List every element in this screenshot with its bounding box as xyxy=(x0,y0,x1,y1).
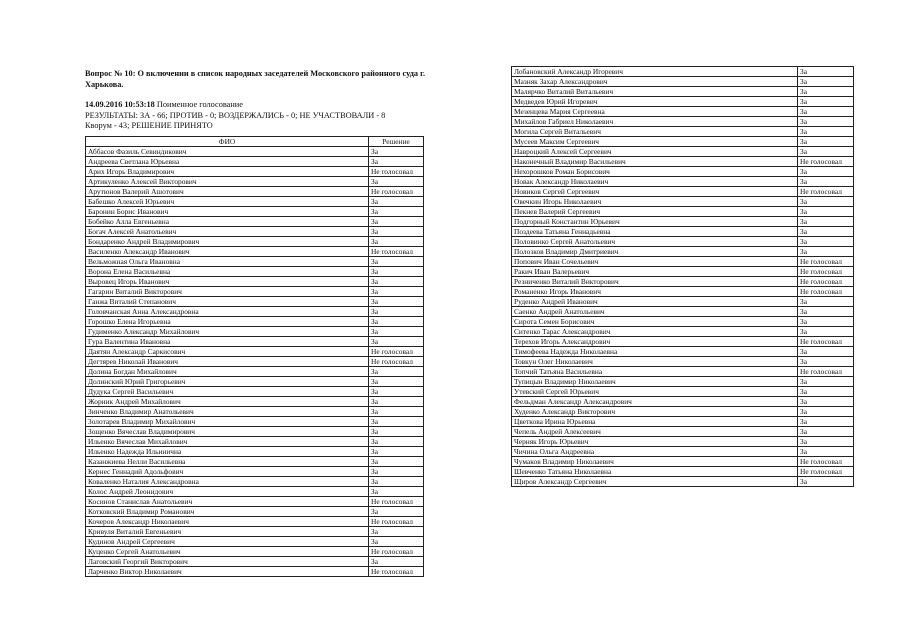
table-row xyxy=(86,567,424,577)
deputy-name: Овечкин Игорь Николаевич xyxy=(512,197,798,207)
table-row xyxy=(86,237,424,247)
deputy-name: Василенко Александр Иванович xyxy=(86,247,369,257)
vote-decision: За xyxy=(369,427,424,437)
table-row xyxy=(86,487,424,497)
deputy-name: Утевский Сергей Юрьевич xyxy=(512,387,798,397)
table-row xyxy=(86,547,424,557)
table-row xyxy=(512,307,854,317)
table-row xyxy=(512,327,854,337)
table-row xyxy=(86,167,424,177)
table-row xyxy=(86,467,424,477)
table-row xyxy=(86,397,424,407)
table-row xyxy=(512,457,854,467)
deputy-name: Ильенко Вячеслав Михайлович xyxy=(86,437,369,447)
vote-decision: За xyxy=(369,267,424,277)
table-row xyxy=(512,227,854,237)
table-row xyxy=(512,77,854,87)
table-row xyxy=(86,407,424,417)
vote-decision: За xyxy=(798,177,854,187)
deputy-name: Аббасов Фазиль Севиндикович xyxy=(86,147,369,157)
table-row xyxy=(512,407,854,417)
vote-decision: За xyxy=(369,147,424,157)
table-row xyxy=(86,217,424,227)
vote-decision: За xyxy=(369,417,424,427)
votes-table-right-body xyxy=(512,67,854,487)
vote-decision: За xyxy=(369,337,424,347)
vote-decision: Не голосовал xyxy=(798,287,854,297)
table-row xyxy=(512,467,854,477)
vote-decision: Не голосовал xyxy=(369,517,424,527)
vote-decision: За xyxy=(798,307,854,317)
table-row xyxy=(512,477,854,487)
table-row xyxy=(512,117,854,127)
deputy-name: Дудука Сергей Васильевич xyxy=(86,387,369,397)
table-row xyxy=(512,207,854,217)
votes-table-left xyxy=(85,136,424,577)
vote-decision: Не голосовал xyxy=(798,187,854,197)
table-row xyxy=(512,67,854,77)
vote-quorum: Кворум - 43; РЕШЕНИЕ ПРИНЯТО xyxy=(85,121,213,131)
deputy-name: Худенко Александр Викторович xyxy=(512,407,798,417)
table-row xyxy=(86,247,424,257)
column-header-name: ФИО xyxy=(86,137,369,147)
table-row xyxy=(86,147,424,157)
deputy-name: Бобейко Алла Евгеньевна xyxy=(86,217,369,227)
vote-decision: За xyxy=(369,407,424,417)
vote-meta xyxy=(85,100,430,111)
vote-decision: За xyxy=(369,217,424,227)
votes-table-right xyxy=(511,66,854,487)
table-row xyxy=(86,287,424,297)
deputy-name: Черняк Игорь Юрьевич xyxy=(512,437,798,447)
vote-decision: Не голосовал xyxy=(369,357,424,367)
vote-decision: Не голосовал xyxy=(369,187,424,197)
vote-decision: За xyxy=(798,407,854,417)
table-row xyxy=(86,267,424,277)
vote-decision: За xyxy=(798,477,854,487)
deputy-name: Горошко Елена Игорьевна xyxy=(86,317,369,327)
vote-decision: За xyxy=(798,207,854,217)
vote-decision: За xyxy=(369,157,424,167)
table-row xyxy=(86,197,424,207)
vote-decision: Не голосовал xyxy=(798,267,854,277)
deputy-name: Тупицын Владимир Николаевич xyxy=(512,377,798,387)
table-row xyxy=(86,447,424,457)
table-row xyxy=(86,277,424,287)
deputy-name: Косинов Станислав Анатольевич xyxy=(86,497,369,507)
deputy-name: Лаговский Георгий Викторович xyxy=(86,557,369,567)
deputy-name: Пекнев Валерий Сергеевич xyxy=(512,207,798,217)
table-row xyxy=(512,217,854,227)
deputy-name: Куценко Сергей Анатольевич xyxy=(86,547,369,557)
deputy-name: Романенко Игорь Иванович xyxy=(512,287,798,297)
table-row xyxy=(86,177,424,187)
table-row xyxy=(512,387,854,397)
vote-decision: За xyxy=(798,377,854,387)
table-row xyxy=(86,367,424,377)
vote-decision: Не голосовал xyxy=(369,497,424,507)
deputy-name: Наконечный Владимир Васильевич xyxy=(512,157,798,167)
vote-decision: За xyxy=(369,207,424,217)
vote-decision: За xyxy=(798,227,854,237)
deputy-name: Зинченко Владимир Анатольевич xyxy=(86,407,369,417)
vote-decision: За xyxy=(798,147,854,157)
table-row xyxy=(512,437,854,447)
table-row xyxy=(86,417,424,427)
vote-decision: За xyxy=(369,377,424,387)
table-row xyxy=(512,317,854,327)
table-row xyxy=(86,317,424,327)
vote-type: Поименное голосование xyxy=(156,100,243,110)
deputy-name: Полозков Владимир Дмитриевич xyxy=(512,247,798,257)
table-row xyxy=(512,447,854,457)
table-header-row xyxy=(86,137,424,147)
vote-decision: За xyxy=(369,437,424,447)
table-row xyxy=(512,247,854,257)
table-row xyxy=(86,187,424,197)
vote-decision: За xyxy=(369,507,424,517)
deputy-name: Ситенко Тарас Александрович xyxy=(512,327,798,337)
vote-decision: За xyxy=(798,297,854,307)
deputy-name: Андреева Светлана Юрьевна xyxy=(86,157,369,167)
table-row xyxy=(512,107,854,117)
deputy-name: Коваленко Наталия Александровна xyxy=(86,477,369,487)
vote-decision: За xyxy=(369,317,424,327)
table-row xyxy=(86,307,424,317)
vote-decision: За xyxy=(798,437,854,447)
vote-decision: За xyxy=(798,127,854,137)
table-row xyxy=(86,477,424,487)
vote-decision: За xyxy=(369,487,424,497)
table-row xyxy=(512,157,854,167)
table-row xyxy=(86,347,424,357)
vote-decision: За xyxy=(798,167,854,177)
deputy-name: Чичина Ольга Андреевна xyxy=(512,447,798,457)
vote-decision: Не голосовал xyxy=(798,157,854,167)
vote-decision: За xyxy=(798,357,854,367)
table-row xyxy=(512,277,854,287)
deputy-name: Зощенко Вячеслав Владимирович xyxy=(86,427,369,437)
vote-decision: За xyxy=(798,217,854,227)
vote-decision: Не голосовал xyxy=(798,337,854,347)
table-row xyxy=(86,327,424,337)
table-row xyxy=(512,367,854,377)
deputy-name: Даятян Александр Саркисович xyxy=(86,347,369,357)
vote-decision: За xyxy=(369,527,424,537)
vote-decision: За xyxy=(798,67,854,77)
vote-decision: За xyxy=(369,367,424,377)
deputy-name: Кудинов Андрей Сергеевич xyxy=(86,537,369,547)
vote-decision: За xyxy=(798,87,854,97)
deputy-name: Тимофеева Надежда Николаевна xyxy=(512,347,798,357)
vote-decision: За xyxy=(369,387,424,397)
table-row xyxy=(86,427,424,437)
deputy-name: Выровец Игорь Иванович xyxy=(86,277,369,287)
table-row xyxy=(512,167,854,177)
deputy-name: Медведев Юрий Игоревич xyxy=(512,97,798,107)
table-row xyxy=(512,87,854,97)
vote-decision: За xyxy=(798,447,854,457)
table-row xyxy=(86,157,424,167)
deputy-name: Чепель Андрей Алексеевич xyxy=(512,427,798,437)
table-row xyxy=(86,507,424,517)
deputy-name: Товкун Олег Николаевич xyxy=(512,357,798,367)
table-row xyxy=(512,347,854,357)
vote-decision: Не голосовал xyxy=(798,257,854,267)
deputy-name: Мусеев Максим Сергеевич xyxy=(512,137,798,147)
vote-decision: За xyxy=(798,387,854,397)
deputy-name: Кернес Геннадий Адольфович xyxy=(86,467,369,477)
deputy-name: Попович Иван Сочельевич xyxy=(512,257,798,267)
deputy-name: Новиков Сергей Сергеевич xyxy=(512,187,798,197)
deputy-name: Арих Игорь Владимирович xyxy=(86,167,369,177)
deputy-name: Кочеров Александр Николаевич xyxy=(86,517,369,527)
vote-decision: За xyxy=(798,117,854,127)
table-row xyxy=(512,97,854,107)
deputy-name: Дегтярев Николай Иванович xyxy=(86,357,369,367)
table-row xyxy=(512,397,854,407)
vote-decision: Не голосовал xyxy=(369,547,424,557)
deputy-name: Нехорошков Роман Борисович xyxy=(512,167,798,177)
table-row xyxy=(512,267,854,277)
deputy-name: Шевченко Татьяна Николаевна xyxy=(512,467,798,477)
vote-decision: За xyxy=(369,477,424,487)
deputy-name: Могила Сергей Витальевич xyxy=(512,127,798,137)
vote-decision: За xyxy=(369,277,424,287)
vote-decision: За xyxy=(798,197,854,207)
deputy-name: Баронин Борис Иванович xyxy=(86,207,369,217)
table-row xyxy=(512,417,854,427)
vote-decision: Не голосовал xyxy=(798,277,854,287)
deputy-name: Вельможная Ольга Ивановна xyxy=(86,257,369,267)
vote-decision: За xyxy=(369,177,424,187)
table-row xyxy=(512,147,854,157)
vote-results: РЕЗУЛЬТАТЫ: ЗА - 66; ПРОТИВ - 0; ВОЗДЕРЖАЛИСЬ - 0; НЕ УЧАСТВОВАЛИ - 8 xyxy=(85,110,386,120)
table-row xyxy=(512,297,854,307)
column-header-decision: Решение xyxy=(369,137,424,147)
table-row xyxy=(86,207,424,217)
deputy-name: Гудименко Александр Михайлович xyxy=(86,327,369,337)
deputy-name: Малярчко Виталий Витальевич xyxy=(512,87,798,97)
deputy-name: Руденко Андрей Иванович xyxy=(512,297,798,307)
table-row xyxy=(86,387,424,397)
vote-decision: Не голосовал xyxy=(369,247,424,257)
table-row xyxy=(86,357,424,367)
vote-decision: За xyxy=(369,197,424,207)
deputy-name: Щиров Александр Сергеевич xyxy=(512,477,798,487)
deputy-name: Цветкова Ирина Юрьевна xyxy=(512,417,798,427)
votes-table-left-body xyxy=(86,147,424,577)
vote-decision: За xyxy=(798,107,854,117)
deputy-name: Ганжа Виталий Степанович xyxy=(86,297,369,307)
vote-decision: Не голосовал xyxy=(798,367,854,377)
vote-decision: За xyxy=(798,397,854,407)
deputy-name: Долина Богдан Михайлович xyxy=(86,367,369,377)
deputy-name: Новак Александр Николаевич xyxy=(512,177,798,187)
table-row xyxy=(86,437,424,447)
table-row xyxy=(86,297,424,307)
deputy-name: Золотарев Владимир Михайлович xyxy=(86,417,369,427)
deputy-name: Резниченко Виталий Викторович xyxy=(512,277,798,287)
table-row xyxy=(86,337,424,347)
table-row xyxy=(86,527,424,537)
deputy-name: Артикуленко Алексей Викторович xyxy=(86,177,369,187)
deputy-name: Арутюнов Валерий Ашотович xyxy=(86,187,369,197)
vote-decision: За xyxy=(798,347,854,357)
table-row xyxy=(86,537,424,547)
table-row xyxy=(512,337,854,347)
table-row xyxy=(86,497,424,507)
vote-decision: Не голосовал xyxy=(369,567,424,577)
deputy-name: Поздеева Татьяна Геннадьевна xyxy=(512,227,798,237)
vote-timestamp: 14.09.2016 10:53:18 xyxy=(85,100,155,110)
table-row xyxy=(86,457,424,467)
deputy-name: Саенко Андрей Анатольевич xyxy=(512,307,798,317)
deputy-name: Сирота Семен Борисович xyxy=(512,317,798,327)
deputy-name: Кривуля Виталий Евгеньевич xyxy=(86,527,369,537)
deputy-name: Лобановский Александр Игоревич xyxy=(512,67,798,77)
vote-decision: За xyxy=(369,467,424,477)
vote-decision: За xyxy=(369,227,424,237)
table-row xyxy=(86,377,424,387)
vote-decision: За xyxy=(798,77,854,87)
table-row xyxy=(512,287,854,297)
table-row xyxy=(512,377,854,387)
deputy-name: Жорник Андрей Михайлович xyxy=(86,397,369,407)
vote-decision: За xyxy=(798,317,854,327)
deputy-name: Ильенко Надежда Ильинична xyxy=(86,447,369,457)
deputy-name: Гура Валентина Ивановна xyxy=(86,337,369,347)
vote-decision: За xyxy=(798,247,854,257)
table-row xyxy=(512,187,854,197)
deputy-name: Богач Алексей Анатольевич xyxy=(86,227,369,237)
table-row xyxy=(512,427,854,437)
deputy-name: Колос Андрей Леонидович xyxy=(86,487,369,497)
table-row xyxy=(512,197,854,207)
vote-decision: За xyxy=(798,427,854,437)
table-row xyxy=(86,257,424,267)
deputy-name: Головчанская Анна Александровна xyxy=(86,307,369,317)
deputy-name: Половинко Сергей Анатольевич xyxy=(512,237,798,247)
vote-decision: За xyxy=(369,237,424,247)
vote-decision: За xyxy=(798,327,854,337)
deputy-name: Ракич Иван Валерьевич xyxy=(512,267,798,277)
question-title: Вопрос № 10: О включении в список народных заседателей Московского районного суда г. Харькова. xyxy=(85,69,426,89)
table-row xyxy=(512,137,854,147)
vote-decision: За xyxy=(369,297,424,307)
table-row xyxy=(512,237,854,247)
vote-decision: За xyxy=(798,417,854,427)
vote-decision: За xyxy=(369,447,424,457)
vote-decision: За xyxy=(369,327,424,337)
vote-decision: Не голосовал xyxy=(798,457,854,467)
table-row xyxy=(86,227,424,237)
deputy-name: Подгорный Константин Юрьевич xyxy=(512,217,798,227)
table-row xyxy=(512,257,854,267)
vote-decision: Не голосовал xyxy=(369,167,424,177)
document-header xyxy=(85,69,430,132)
deputy-name: Мазняк Захар Александрович xyxy=(512,77,798,87)
deputy-name: Казанжиева Нелли Васильевна xyxy=(86,457,369,467)
vote-decision: Не голосовал xyxy=(369,347,424,357)
deputy-name: Михайлов Габриел Николаевич xyxy=(512,117,798,127)
deputy-name: Фельдман Александр Александрович xyxy=(512,397,798,407)
table-row xyxy=(512,127,854,137)
deputy-name: Котковский Владимир Романович xyxy=(86,507,369,517)
deputy-name: Ворона Елена Васильевна xyxy=(86,267,369,277)
vote-decision: За xyxy=(798,97,854,107)
deputy-name: Ларченко Виктор Николаевич xyxy=(86,567,369,577)
vote-decision: За xyxy=(798,237,854,247)
vote-decision: За xyxy=(369,397,424,407)
deputy-name: Топчий Татьяна Васильевна xyxy=(512,367,798,377)
deputy-name: Бондаренко Андрей Владимирович xyxy=(86,237,369,247)
deputy-name: Чумаков Владимир Николаевич xyxy=(512,457,798,467)
vote-decision: За xyxy=(369,557,424,567)
deputy-name: Бабешко Алексей Юрьевич xyxy=(86,197,369,207)
deputy-name: Долинский Юрий Григорьевич xyxy=(86,377,369,387)
table-row xyxy=(86,517,424,527)
vote-decision: За xyxy=(369,537,424,547)
vote-decision: За xyxy=(369,457,424,467)
vote-decision: За xyxy=(798,137,854,147)
table-row xyxy=(512,357,854,367)
vote-decision: За xyxy=(369,257,424,267)
deputy-name: Мезенцева Мария Сергеевна xyxy=(512,107,798,117)
vote-decision: Не голосовал xyxy=(798,467,854,477)
vote-decision: За xyxy=(369,307,424,317)
deputy-name: Навроцкий Алексей Сергеевич xyxy=(512,147,798,157)
deputy-name: Терехов Игорь Александрович xyxy=(512,337,798,347)
table-row xyxy=(512,177,854,187)
deputy-name: Гагарин Виталий Викторович xyxy=(86,287,369,297)
table-row xyxy=(86,557,424,567)
vote-decision: За xyxy=(369,287,424,297)
